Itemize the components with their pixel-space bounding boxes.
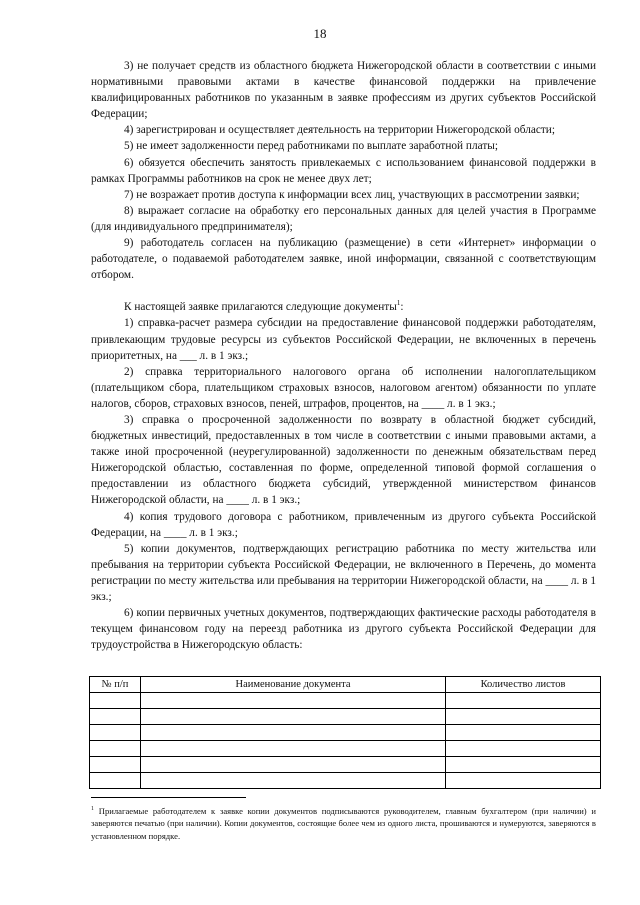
table-cell[interactable] — [446, 709, 601, 725]
page-number: 18 — [313, 26, 327, 41]
table-cell[interactable] — [90, 709, 141, 725]
condition-item-9: 9) работодатель согласен на публикацию (размещение) в сети «Интернет» информации о работодателе, о подаваемой работодателем заявке, иной информации, связанной с соответствующим отбором. — [91, 237, 596, 282]
column-header-document: Наименование документа — [141, 677, 446, 693]
table-cell[interactable] — [446, 741, 601, 757]
table-cell[interactable] — [141, 709, 446, 725]
table-cell[interactable] — [446, 725, 601, 741]
table-row — [90, 773, 601, 789]
document-item-5: 5) копии документов, подтверждающих регистрацию работника по месту жительства или пребывания на территории субъекта Российской Федерации, не включенного в Перечень, до момента регистрации по месту жительства или пребывания на территории Нижегородской области, на ____ л. в 1 экз.; — [91, 542, 596, 603]
table-cell[interactable] — [141, 693, 446, 709]
table-cell[interactable] — [90, 693, 141, 709]
table-cell[interactable] — [90, 741, 141, 757]
condition-item-4: 4) зарегистрирован и осуществляет деятельность на территории Нижегородской области; — [124, 124, 555, 137]
footnote — [91, 805, 596, 842]
table-row — [90, 709, 601, 725]
table-cell[interactable] — [90, 773, 141, 789]
table-row — [90, 693, 601, 709]
condition-item-3: 3) не получает средств из областного бюджета Нижегородской области в соответствии с иными нормативными правовыми актами в качестве финансовой поддержки на привлечение квалифицированных работников по указанным в заявке профессиям из других субъектов Российской Федерации; — [91, 60, 596, 121]
condition-item-8: 8) выражает согласие на обработку его персональных данных для целей участия в Программе (для индивидуального предпринимателя); — [91, 204, 596, 233]
footnote-divider — [91, 797, 246, 798]
table-cell[interactable] — [90, 757, 141, 773]
document-item-1: 1) справка-расчет размера субсидии на предоставление финансовой поддержки работодателям, привлекающим трудовые ресурсы из субъектов Российской Федерации, не включенных в перечень приоритетных, на ___ л. в 1 экз.; — [91, 317, 596, 362]
column-header-sheets: Количество листов — [446, 677, 601, 693]
condition-item-7: 7) не возражает против доступа к информации всех лиц, участвующих в рассмотрении заявки; — [124, 188, 580, 201]
table-header-row — [90, 677, 601, 693]
document-item-4: 4) копия трудового договора с работником, привлеченным из другого субъекта Российской Федерации, на ____ л. в 1 экз.; — [91, 510, 596, 539]
document-item-2: 2) справка территориального налогового органа об исполнении налогоплательщиком (плательщиком сбора, плательщиком страховых взносов, налоговом агентом) обязанности по уплате налогов, сборов, страховых взносов, пеней, штрафов, процентов, на ____ л. в 1 экз.; — [91, 365, 596, 410]
document-item-6: 6) копии первичных учетных документов, подтверждающих фактические расходы работодателя в текущем финансовом году на переезд работника из другого субъекта Российской Федерации для трудоустройства в Нижегородскую область: — [91, 607, 596, 652]
table-cell[interactable] — [141, 741, 446, 757]
table-cell[interactable] — [446, 693, 601, 709]
condition-item-5: 5) не имеет задолженности перед работниками по выплате заработной платы; — [124, 140, 498, 153]
documents-intro: К настоящей заявке прилагаются следующие документы$^1$: — [124, 299, 404, 314]
column-header-number: № п/п — [90, 677, 141, 693]
table-cell[interactable] — [141, 757, 446, 773]
documents-table — [89, 676, 601, 789]
table-cell[interactable] — [141, 773, 446, 789]
condition-item-6: 6) обязуется обеспечить занятость привлекаемых с использованием финансовой поддержки в рамках Программы работников на срок не менее двух лет; — [91, 156, 596, 185]
footnote-text: Прилагаемые работодателем к заявке копии документов подписываются руководителем, главным бухгалтером (при наличии) и заверяются печатью (при наличии). Копии документов, состоящие более чем из одного листа, прошиваются и нумеруются, заверяются в установленном порядке. — [91, 806, 596, 841]
table-row — [90, 757, 601, 773]
table-cell[interactable] — [141, 725, 446, 741]
footnote-reference: 1 — [396, 299, 401, 308]
page-body — [91, 58, 596, 653]
document-item-3: 3) справка о просроченной задолженности по возврату в областной бюджет субсидий, бюджетных инвестиций, предоставленных в том числе в соответствии с иными правовыми актами, а также иной просроченной (неурегулированной) задолженности по денежным обязательствам перед Нижегородской областью, составленная по форме, определенной типовой формой соглашения о предоставлении из областного бюджета субсидий, утвержденной министерством финансов Нижегородской области, на ____ л. в 1 экз.; — [91, 413, 596, 507]
table-row — [90, 741, 601, 757]
footnote-mark: 1 — [91, 806, 94, 813]
table-cell[interactable] — [90, 725, 141, 741]
table-row — [90, 725, 601, 741]
table-cell[interactable] — [446, 773, 601, 789]
table-cell[interactable] — [446, 757, 601, 773]
